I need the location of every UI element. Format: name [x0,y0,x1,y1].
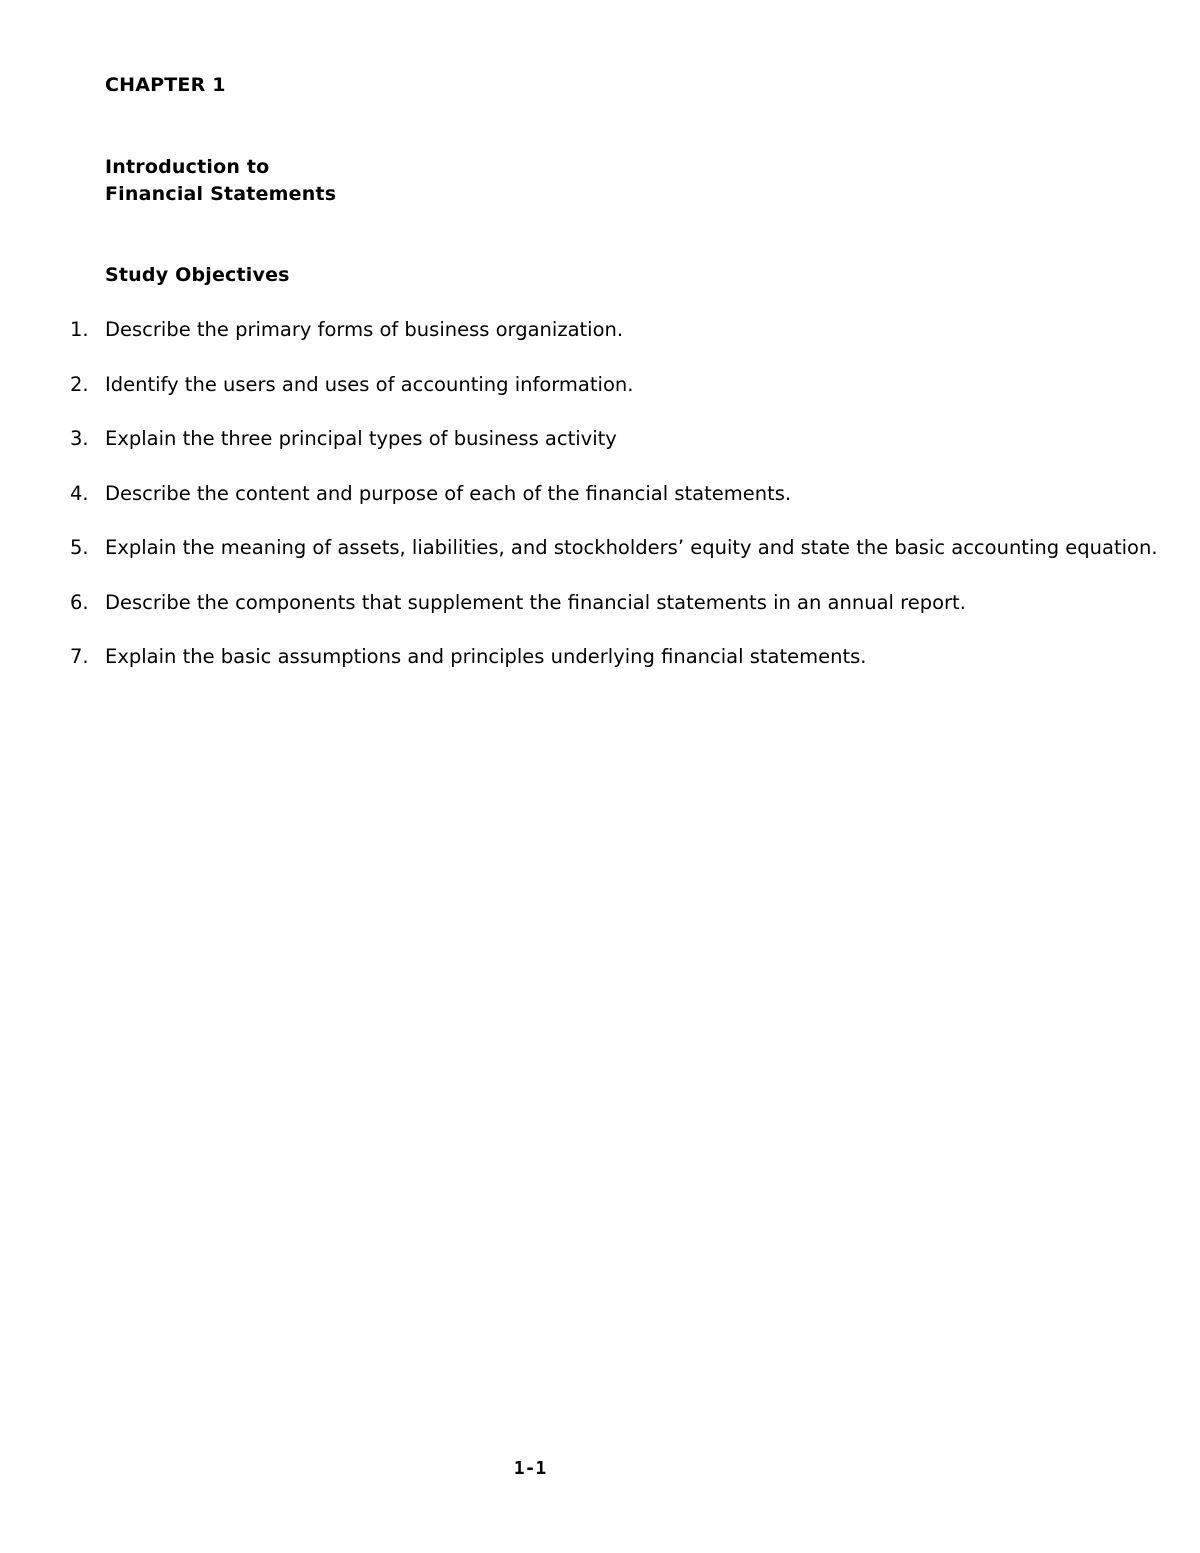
objective-text: Explain the meaning of assets, liabilities, and stockholders’ equity and state the basic accounting equation. [105,536,1158,559]
objective-text: Describe the primary forms of business organization. [105,318,624,341]
study-objectives-heading: Study Objectives [105,264,290,286]
objective-text: Identify the users and uses of accounting information. [105,372,634,396]
objective-text: Explain the three principal types of business activity [105,427,617,450]
objective-number: 4. [70,481,89,505]
study-objective-item [0,316,1200,371]
objective-number: 6. [70,590,89,614]
study-objective-item [0,425,1200,480]
study-objectives-list [0,316,1200,698]
objective-number: 2. [70,372,89,396]
chapter-title-line-2: Financial Statements [105,183,337,205]
objective-number: 1. [70,318,89,341]
chapter-label: CHAPTER 1 [105,74,226,96]
chapter-title-line-1: Introduction to [105,156,270,178]
objective-text: Explain the basic assumptions and principles underlying financial statements. [105,645,867,668]
chapter-title [105,154,336,208]
page-number: 1-1 [513,1458,547,1479]
study-objective-item [0,589,1200,644]
study-objective-item [0,534,1200,589]
study-objective-item [0,480,1200,535]
objective-number: 3. [70,427,89,450]
study-objective-item [0,371,1200,426]
objective-number: 7. [70,645,89,668]
objective-text: Describe the content and purpose of each of the financial statements. [105,481,792,505]
study-objective-item [0,643,1200,698]
objective-text: Describe the components that supplement the financial statements in an annual report. [105,590,966,614]
objective-number: 5. [70,536,89,559]
